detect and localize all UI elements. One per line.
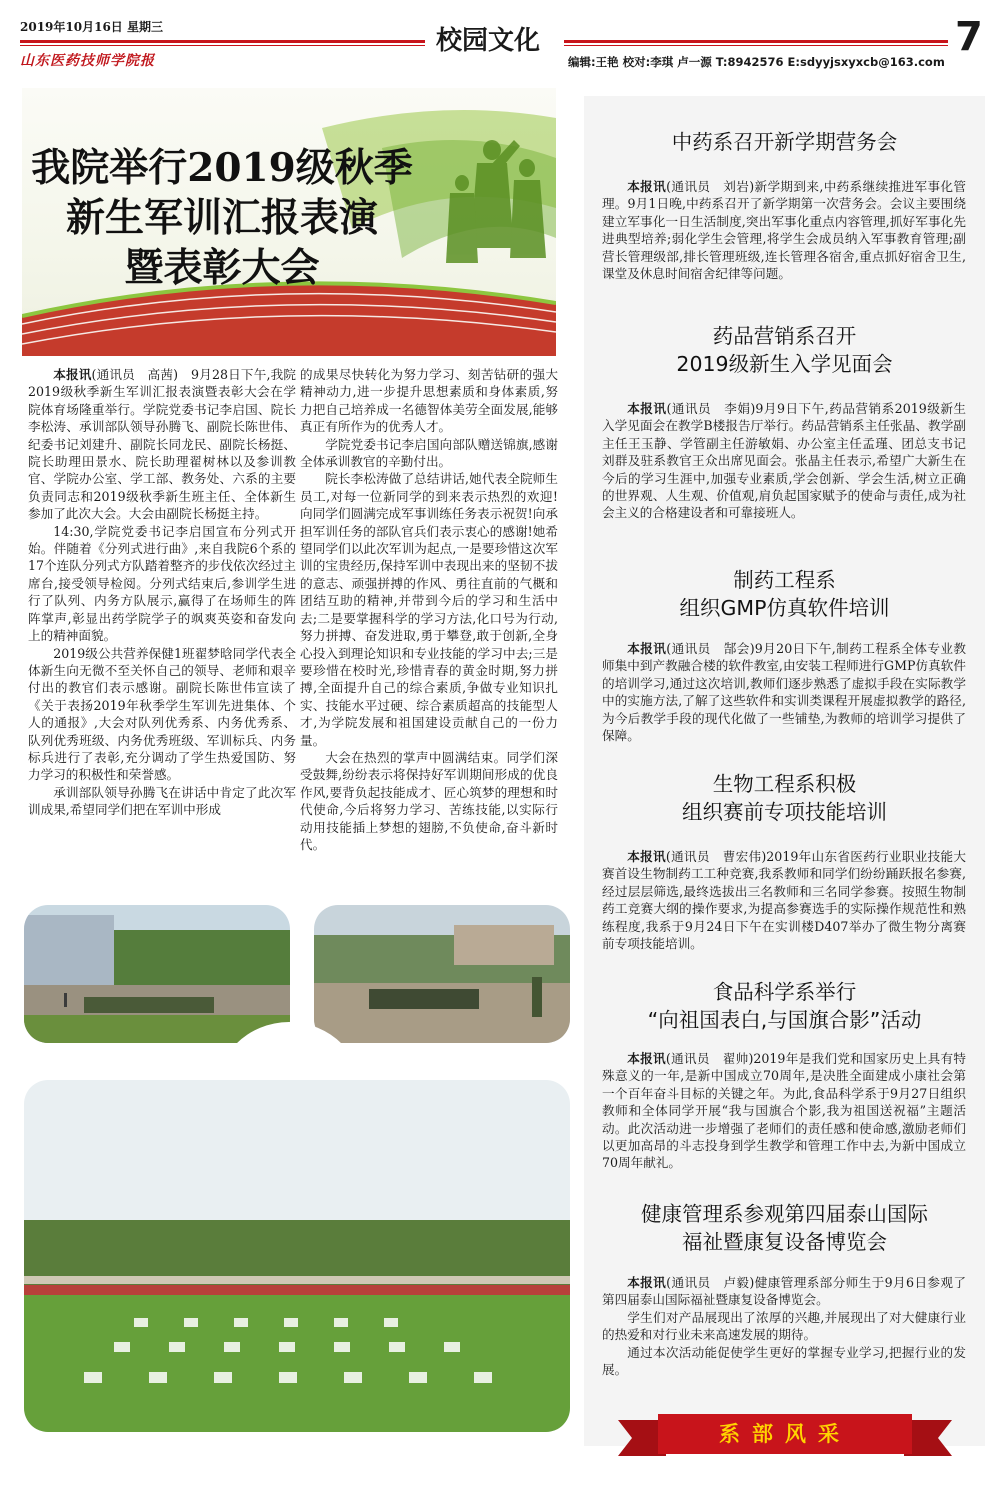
lead-article-title [22,143,422,293]
section-tag-label: 系部风采 [678,1418,892,1450]
lead-paragraph: 承训部队领导孙腾飞在讲话中肯定了此次军训成果,希望同学们把在军训中形成 [28,784,296,818]
lead-title-line-1: 我院举行2019级秋季 [31,145,413,191]
lead-paragraph: 14:30,学院党委书记李启国宣布分列式开始。伴随着《分列式进行曲》,来自我院6个系的17个连队分列式方队踏着整齐的步伐依次经过主席台,接受领导检阅。分列式结束后,参训学生进行了队列、内务方队展示,赢得了在场师生的阵阵掌声,彰显出药学院学子的飒爽英姿和奋发向上的精神面貌。 [28,523,296,644]
lead-paragraph: 2019级公共营养保健1班翟梦晗同学代表全体新生向无微不至关怀自己的领导、老师和艰辛付出的教官们表示感谢。副院长陈世伟宣读了《关于表扬2019年秋季学生军训先进集体、个人的通报》,大会对队列优秀系、内务优秀系、队列优秀班级、内务优秀班级、军训标兵、内务标兵进行了表彰,充分调动了学生热爱国防、努力学习的积极性和荣誉感。 [28,645,296,783]
dateline-lead: 本报讯 [627,401,667,416]
article-body-tcm-meeting: 本报讯(通讯员 刘岩)新学期到来,中药系继续推进军事化管理。9月1日晚,中药系召开了新学期第一次营务会。会议主要围绕建立军事化一日生活制度,突出军事化重点内容管理,抓好军事化先进典型培养;弱化学生会管理,将学生会成员纳入军事教育管理;副营长管理级部,排长管理班级,连长管理各宿舍,重点抓好宿舍卫生,课堂及休息时间宿舍纪律等问题。 [602,179,966,282]
dateline-lead: 本报讯 [627,849,666,864]
masthead-rule-right [564,40,948,43]
lead-paragraph: 学院党委书记李启国向部队赠送锦旗,感谢全体承训教官的辛勤付出。 [300,436,558,470]
dateline-lead: 本报讯 [627,1275,667,1290]
lead-paragraph: 的成果尽快转化为努力学习、刻苦钻研的强大精神动力,进一步提升思想素质和身体素质,努力把自己培养成一名德智体美劳全面发展,能够真正有所作为的优秀人才。 [300,367,558,435]
lead-article-column-2 [300,366,558,853]
lead-title-line-3: 暨表彰大会 [124,245,320,291]
military-training-photo-3 [24,1080,570,1432]
article-title-gmp-training: 制药工程系 组织GMP仿真软件培训 [679,568,890,620]
section-title: 校园文化 [436,26,541,56]
article-body-health-expo: 本报讯(通讯员 卢毅)健康管理系部分师生于9月6日参观了第四届泰山国际福祉暨康复设备博览会。 学生们对产品展现出了浓厚的兴趣,并展现出了对大健康行业的热爱和对行业未来高速发展的期待。 通过本次活动能促使学生更好的掌握专业学习,把握行业的发展。 [602,1275,967,1378]
newspaper-name: 山东医药技师学院报 [20,53,155,69]
masthead-rule-left-thin [20,45,425,46]
editor-credits: 编辑:王艳 校对:李琪 卢一源 T:8942576 E:sdyyjsxyxcb@163.com [568,55,945,69]
article-title-marketing-orientation: 药品营销系召开 2019级新生入学见面会 [676,324,893,376]
photo-field-drill [24,1080,570,1432]
dateline-lead: 本报讯 [53,367,92,382]
dateline-lead: 本报讯 [627,1051,666,1066]
article-body-bioengineering-training: 本报讯(通讯员 曹宏伟)2019年山东省医药行业职业技能大赛首设生物制药工工种竞赛,我系教师和同学们纷纷踊跃报名参赛,经过层层筛选,最终选拔出三名教师和三名同学参赛。按照生物制药工竞赛大纲的操作要求,为提高参赛选手的实际操作规范性和熟练程度,我系于9月24日下午在实训楼D407举办了微生物分离赛前专项技能培训。 [602,849,966,952]
article-body-gmp-training: 本报讯(通讯员 郜会)9月20日下午,制药工程系全体专业教师集中到产教融合楼的软件教室,由安装工程师进行GMP仿真软件的培训学习,通过这次培训,教师们逐步熟悉了虚拟手段在实际教学中的实施方法,了解了这些软件和实训类课程开展虚拟教学的路径,为今后教学手段的现代化做了一些铺垫,为教师的培训学习提供了保障。 [602,641,967,744]
lead-paragraph: 院长李松涛做了总结讲话,她代表全院师生员工,对每一位新同学的到来表示热烈的欢迎!向同学们圆满完成军事训练任务表示祝贺!向承担军训任务的部队官兵们表示衷心的感谢!她希望同学们以此次军训为起点,一是要珍惜这次军训的宝贵经历,保持军训中表现出来的坚韧不拔的意志、顽强拼搏的作风、勇往直前的气概和团结互助的精神,并带到今后的学习和生活中去;二是要掌握科学的学习方法,化口号为行动,努力拼搏、奋发进取,勇于攀登,敢于创新,全身心投入到理论知识和专业技能的学习中去;三是要珍惜在校时光,珍惜青春的黄金时期,努力拼搏,全面提升自己的综合素质,争做专业知识扎实、技能水平过硬、综合素质超高的技能型人才,为学院发展和祖国建设贡献自己的一份力量。 [300,471,558,748]
article-title-tcm-meeting: 中药系召开新学期营务会 [671,130,898,154]
section-tag-ribbon [618,1410,952,1458]
article-body-marketing-orientation: 本报讯(通讯员 李娟)9月9日下午,药品营销系2019级新生入学见面会在教学B楼报告厅举行。药品营销系主任张晶、教学副主任王玉静、学管副主任游敏娟、办公室主任孟瑾、团总支书记刘群及驻系教官王众出席见面会。张晶主任表示,希望广大新生在今后的学习生涯中,加强专业素质,学会创新、学会生活,树立正确的世界观、人生观、价值观,肩负起国家赋予的使命与责任,成为社会主义的合格建设者和可靠接班人。 [602,401,967,521]
issue-date: 2019年10月16日 星期三 [20,20,163,34]
lead-paragraph: 大会在热烈的掌声中圆满结束。同学们深受鼓舞,纷纷表示将保持好军训期间形成的优良作风,要背负起技能成才、匠心筑梦的理想和时代使命,今后将努力学习、苦练技能,以实际行动用技能插上梦想的翅膀,不负使命,奋斗新时代。 [300,749,558,852]
masthead-rule-right-thin [564,45,948,46]
lead-article-banner [22,88,556,356]
lead-paragraph: 本报讯(通讯员 高茜) 9月28日下午,我院2019级秋季新生军训汇报表演暨表彰大会在学院体育场隆重举行。学院党委书记李启国、院长李松涛、承训部队领导孙腾飞、副院长陈世伟、纪委书记刘建升、副院长同龙民、副院长杨挺、院长助理田景水、院长助理翟树林以及参训教官、学院办公室、学工部、教务处、六系的主要负责同志和2019级秋季新生班主任、全体新生参加了此次大会。大会由副院长杨挺主持。 [28,367,296,522]
lead-article-column-1 [28,366,296,819]
lead-title-line-2: 新生军训汇报表演 [65,195,378,241]
dateline-lead: 本报讯 [627,179,667,194]
masthead-rule-left [20,40,425,43]
page-number: 7 [955,14,983,60]
article-title-bioengineering-training: 生物工程系积极 组织赛前专项技能培训 [682,772,887,824]
article-title-food-science-activity: 食品科学系举行 “向祖国表白,与国旗合影”活动 [647,980,922,1032]
dateline-lead: 本报讯 [627,641,667,656]
article-title-health-expo: 健康管理系参观第四届泰山国际 福祉暨康复设备博览会 [641,1202,928,1254]
article-body-food-science-activity: 本报讯(通讯员 翟帅)2019年是我们党和国家历史上具有特殊意义的一年,是新中国成立70周年,是决胜全面建成小康社会第一个百年奋斗目标的关键之年。为此,食品科学系于9月27日组织教师和全体同学开展“我与国旗合个影,我为祖国送祝福”主题活动。此次活动进一步增强了老师们的责任感和使命感,激励老师们以更加高昂的斗志投身到学生教学和管理工作中去,为新中国成立70周年献礼。 [602,1051,966,1171]
